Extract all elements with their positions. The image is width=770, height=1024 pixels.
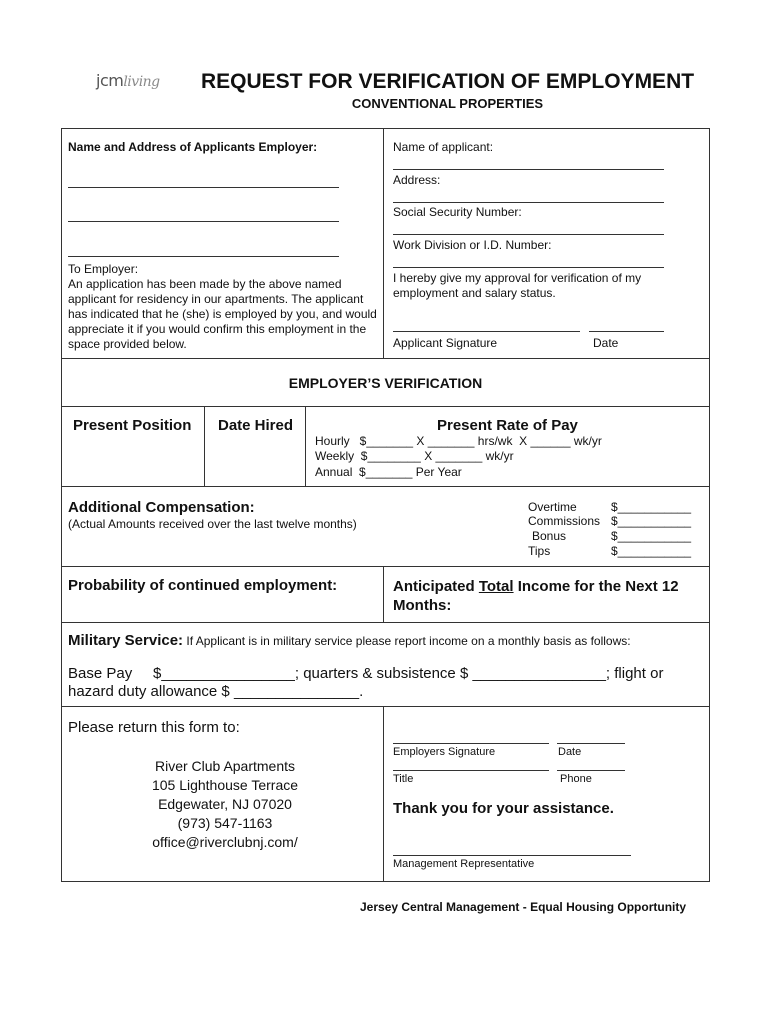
address-line[interactable] xyxy=(393,202,664,203)
bonus-label: Bonus xyxy=(532,529,567,543)
probability-label: Probability of continued employment: xyxy=(68,577,338,594)
work-division-line[interactable] xyxy=(393,267,664,268)
address-label: Address: xyxy=(393,173,441,187)
anticipated-income-label: Anticipated Total Income for the Next 12 Months: xyxy=(393,578,679,614)
return-address-line-1: River Club Apartments xyxy=(154,758,296,774)
employer-signature-line[interactable] xyxy=(393,743,549,744)
base-pay-line[interactable]: Base Pay $________________; quarters & subsistence $ ________________; flight or xyxy=(68,665,664,682)
applicant-name-label: Name of applicant: xyxy=(393,140,494,154)
hourly-rate-line[interactable]: Hourly $_______ X _______ hrs/wk X ______ wk/yr xyxy=(315,434,602,448)
present-position-label: Present Position xyxy=(73,417,192,434)
return-address xyxy=(120,757,330,852)
annual-rate-line[interactable]: Annual $_______ Per Year xyxy=(315,465,462,479)
phone-line[interactable] xyxy=(557,770,625,771)
employer-date-line[interactable] xyxy=(557,743,625,744)
return-address-line-3: Edgewater, NJ 07020 xyxy=(158,796,292,812)
phone-label: Phone xyxy=(560,773,592,785)
present-rate-label: Present Rate of Pay xyxy=(437,417,578,434)
management-rep-line[interactable] xyxy=(393,855,631,856)
applicant-name-line[interactable] xyxy=(393,169,664,170)
to-employer-body: An application has been made by the above named applicant for residency in our apartments. The applicant has indicated that he (she) is employed by you, and would appreciate it if you would confirm this employment in the space provided below. xyxy=(68,277,377,351)
approval-text: I hereby give my approval for verification of my employment and salary status. xyxy=(393,271,642,300)
tips-label: Tips xyxy=(528,544,551,558)
employer-signature-label: Employers Signature xyxy=(393,746,496,758)
total-emphasis: Total xyxy=(478,578,514,595)
employer-line-1[interactable] xyxy=(68,187,339,188)
return-heading: Please return this form to: xyxy=(68,719,240,736)
thank-you-text: Thank you for your assistance. xyxy=(393,800,614,817)
employer-date-label: Date xyxy=(558,746,582,758)
management-rep-label: Management Representative xyxy=(393,858,535,870)
return-address-line-5: office@riverclubnj.com/ xyxy=(152,834,298,850)
additional-comp-note: (Actual Amounts received over the last twelve months) xyxy=(68,517,357,531)
ssn-label: Social Security Number: xyxy=(393,205,522,219)
employer-line-2[interactable] xyxy=(68,221,339,222)
title-line[interactable] xyxy=(393,770,549,771)
logo-brand: jcm xyxy=(96,71,124,90)
logo-script: living xyxy=(123,74,160,90)
title-label: Title xyxy=(393,773,414,785)
employers-verification-heading: EMPLOYER’S VERIFICATION xyxy=(288,375,483,391)
ssn-line[interactable] xyxy=(393,234,664,235)
military-service-note: If Applicant is in military service please report income on a monthly basis as follows: xyxy=(183,634,631,648)
additional-comp-label: Additional Compensation: xyxy=(68,499,255,516)
weekly-rate-line[interactable]: Weekly $________ X _______ wk/yr xyxy=(315,449,514,463)
page-subtitle: CONVENTIONAL PROPERTIES xyxy=(351,96,544,111)
tips-field[interactable]: $___________ xyxy=(611,544,692,558)
hazard-duty-line[interactable]: hazard duty allowance $ _______________. xyxy=(68,683,364,700)
applicant-date-line[interactable] xyxy=(589,331,664,332)
employer-name-label: Name and Address of Applicants Employer: xyxy=(68,140,318,154)
page-title: REQUEST FOR VERIFICATION OF EMPLOYMENT xyxy=(200,70,695,93)
employer-line-3[interactable] xyxy=(68,256,339,257)
date-hired-label: Date Hired xyxy=(218,417,294,434)
return-address-line-2: 105 Lighthouse Terrace xyxy=(151,777,299,793)
return-address-line-4: (973) 547-1163 xyxy=(177,815,273,831)
overtime-label: Overtime xyxy=(528,500,577,514)
overtime-field[interactable]: $___________ xyxy=(611,500,692,514)
applicant-date-label: Date xyxy=(593,336,619,350)
work-division-label: Work Division or I.D. Number: xyxy=(393,238,552,252)
military-service-label: Military Service: xyxy=(68,632,184,649)
applicant-signature-line[interactable] xyxy=(393,331,580,332)
commissions-field[interactable]: $___________ xyxy=(611,514,692,528)
military-service-row xyxy=(68,632,631,650)
footer-text: Jersey Central Management - Equal Housing Opportunity xyxy=(360,900,687,914)
to-employer-heading: To Employer: xyxy=(68,262,139,276)
applicant-signature-label: Applicant Signature xyxy=(393,336,498,350)
commissions-label: Commissions xyxy=(528,514,601,528)
bonus-field[interactable]: $___________ xyxy=(611,529,692,543)
